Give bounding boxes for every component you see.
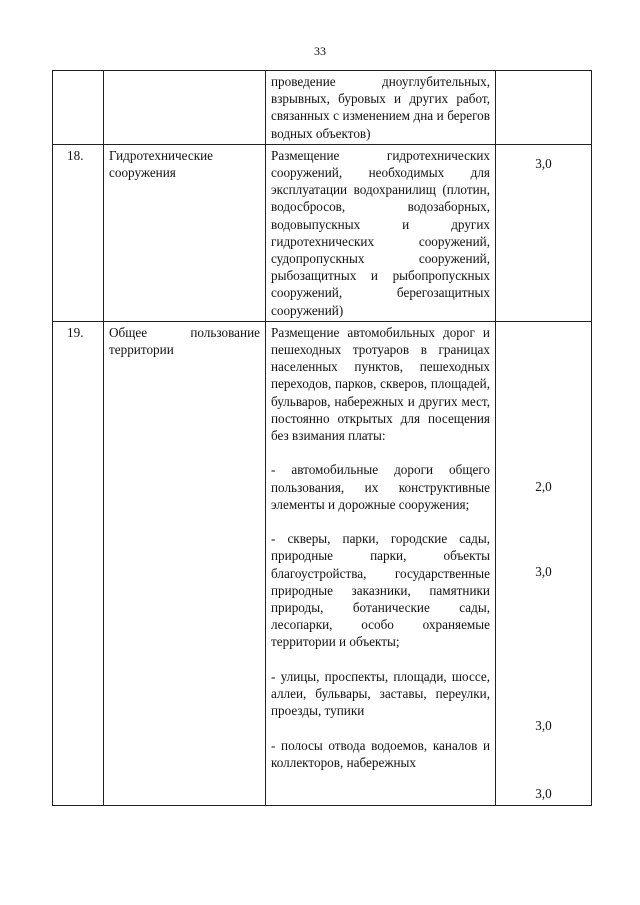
value-cell: 3,0 <box>535 564 552 580</box>
table-row-continuation <box>53 71 592 145</box>
table-row-19 <box>53 321 592 805</box>
row-value <box>496 144 592 321</box>
table-row-18 <box>53 144 592 321</box>
description-paragraph: - полосы отвода водоемов, каналов и коллекторов, набережных <box>271 737 490 770</box>
row-description <box>266 71 496 145</box>
description-paragraph: - скверы, парки, городские сады, природные парки, объекты благоустройства, государственные природные заказники, памятники природы, ботанические сады, лесопарки, особо охраняемые территории и объекты; <box>271 531 490 650</box>
row-name: Общее пользование территории <box>104 321 266 805</box>
row-number: 18. <box>53 144 104 321</box>
row-number <box>53 71 104 145</box>
description-paragraph: Размещение гидротехнических сооружений, необходимых для эксплуатации водохранилищ (плотин, водосбросов, водозаборных, водовыпускных и других гидротехнических сооружений, судопропускных сооружений, рыбозащитных и рыбопропускных сооружений, берегозащитных сооружений) <box>271 147 490 318</box>
row-value <box>496 71 592 145</box>
row-description <box>266 321 496 805</box>
description-paragraph: - автомобильные дороги общего пользования, их конструктивные элементы и дорожные сооружения; <box>271 462 490 512</box>
value-cell: 3,0 <box>535 786 552 802</box>
description-paragraph: проведение дноуглубительных, взрывных, буровых и других работ, связанных с изменением дна и берегов водных объектов) <box>271 74 490 141</box>
description-paragraph: Размещение автомобильных дорог и пешеходных тротуаров в границах населенных пунктов, пешеходных переходов, парков, скверов, площадей, бульваров, набережных и других мест, постоянно открытых для посещения без взимания платы: <box>271 324 490 444</box>
row-name: Гидротехнические сооружения <box>104 144 266 321</box>
row-number: 19. <box>53 321 104 805</box>
value-cell: 3,0 <box>535 718 552 734</box>
row-name <box>104 71 266 145</box>
description-paragraph: - улицы, проспекты, площади, шоссе, аллеи, бульвары, заставы, переулки, проезды, тупики <box>271 668 490 719</box>
row-description <box>266 144 496 321</box>
row-value <box>496 321 592 805</box>
value-cell: 3,0 <box>535 155 552 171</box>
land-use-table <box>52 70 592 806</box>
page-number: 33 <box>314 44 326 58</box>
value-cell: 2,0 <box>535 478 552 494</box>
